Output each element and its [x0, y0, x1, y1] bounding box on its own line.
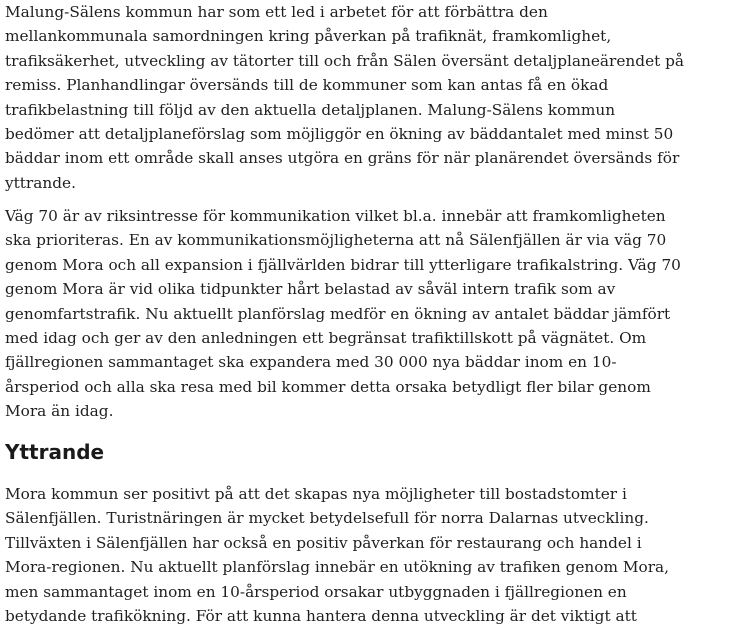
- text-line: Väg 70 är av riksintresse för kommunikation vilket bl.a. innebär att framkomligheten: [5, 207, 666, 225]
- text-line: med idag och ger av den anledningen ett begränsat trafiktillskott på vägnätet. Om: [5, 328, 647, 347]
- text-line: Malung-Sälens kommun har som ett led i arbetet för att förbättra den: [5, 3, 548, 21]
- text-line: bäddar inom ett område skall anses utgöra en gräns för när planärendet översänds för: [5, 149, 680, 168]
- text-line: fjällregionen sammantaget ska expandera med 30 000 nya bäddar inom en 10-: [5, 353, 617, 372]
- text-line: Sälenfjällen. Turistnäringen är mycket betydelsefull för norra Dalarnas utveckling.: [5, 509, 649, 528]
- text-line: Tillväxten i Sälenfjällen har också en positiv påverkan för restaurang och handel i: [5, 533, 642, 552]
- text-line: betydande trafikökning. För att kunna hantera denna utveckling är det viktigt att: [5, 606, 637, 625]
- text-line: trafiksäkerhet, utveckling av tätorter till och från Sälen översänt detaljplaneärendet på: [5, 51, 685, 70]
- text-line: trafikbelastning till följd av den aktuella detaljplanen. Malung-Sälens kommun: [5, 100, 616, 119]
- section-heading: Yttrande: [5, 440, 105, 464]
- text-line: ska prioriteras. En av kommunikationsmöjligheterna att nå Sälenfjällen är via väg 70: [5, 231, 667, 250]
- text-line: men sammantaget inom en 10-årsperiod orsakar utbyggnaden i fjällregionen en: [5, 582, 627, 601]
- text-line: bedömer att detaljplaneförslag som möjliggör en ökning av bäddantalet med minst 50: [5, 124, 674, 143]
- paragraph-road-70: [5, 204, 681, 424]
- text-line: mellankommunala samordningen kring påverkan på trafiknät, framkomlighet,: [5, 27, 612, 46]
- text-line: genom Mora och all expansion i fjällvärlden bidrar till ytterligare trafikalstring. Väg 70: [5, 255, 681, 274]
- text-line: yttrande.: [5, 173, 76, 192]
- text-line: genomfartstrafik. Nu aktuellt planförslag medför en ökning av antalet bäddar jämfört: [5, 304, 671, 323]
- text-line: årsperiod och alla ska resa med bil kommer detta orsaka betydligt fler bilar genom: [5, 377, 651, 396]
- paragraph-yttrande: [5, 482, 669, 628]
- text-line: genom Mora är vid olika tidpunkter hårt belastad av såväl intern trafik som av: [5, 280, 616, 299]
- text-line: remiss. Planhandlingar översänds till de kommuner som kan antas få en ökad: [5, 76, 609, 95]
- text-line: Mora-regionen. Nu aktuellt planförslag innebär en utökning av trafiken genom Mora,: [5, 558, 670, 577]
- text-line: Mora än idag.: [5, 402, 114, 421]
- paragraph-remiss-background: [5, 0, 684, 195]
- text-line: Mora kommun ser positivt på att det skapas nya möjligheter till bostadstomter i: [5, 485, 627, 503]
